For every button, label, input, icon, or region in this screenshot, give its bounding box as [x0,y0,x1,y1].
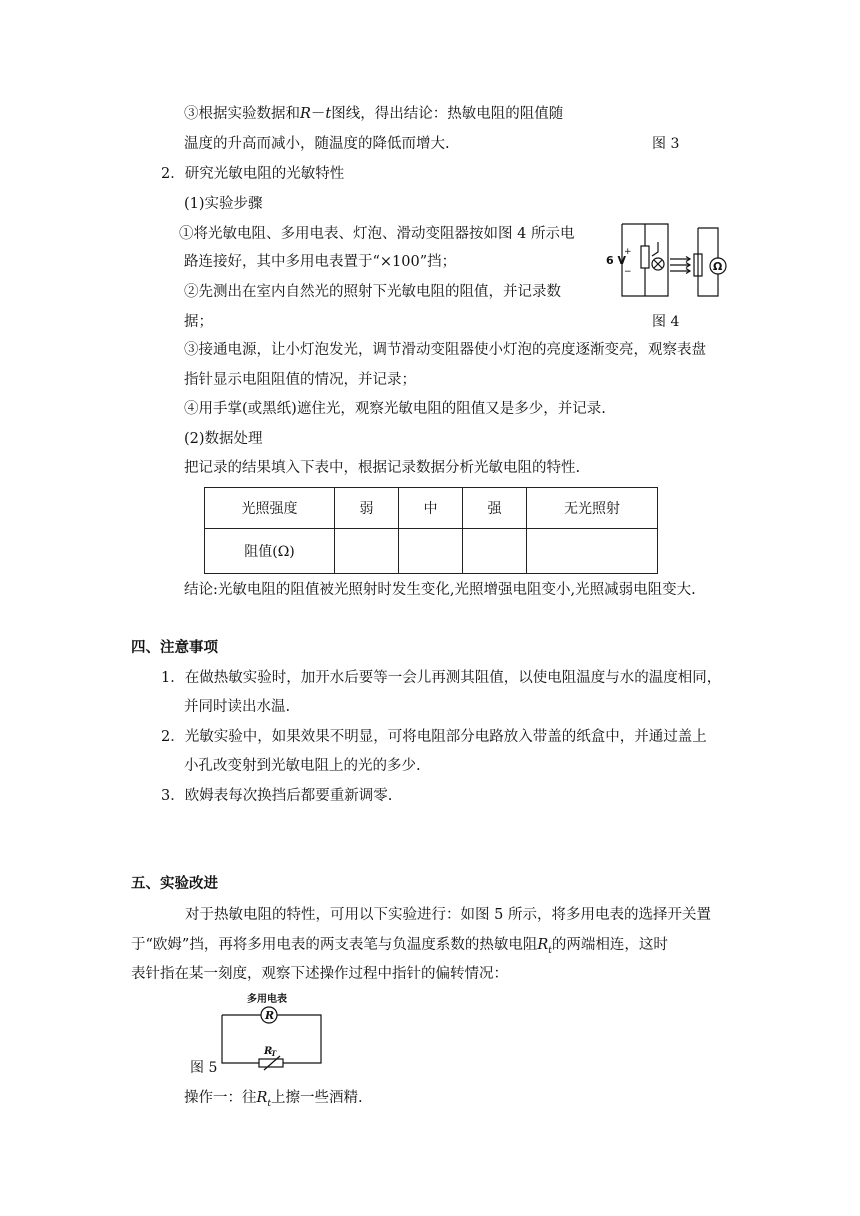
plus-sign: + [624,247,632,257]
conclusion-text: 结论:光敏电阻的阻值被光照射时发生变化,光照增强电阻变小,光照减弱电阻变大. [184,582,696,598]
step-3-line-2: 指针显示电阻阻值的情况，并记录； [184,372,416,388]
improvement-title: 五、实验改进 [131,876,218,892]
ohmmeter-symbol: Ω [713,260,723,273]
table-cell-empty [399,529,463,574]
note-1-line-2: 并同时读出水温. [184,699,291,715]
source-voltage-label: 6 V [606,254,626,267]
improvement-para-line-2: 于“欧姆”挡，再将多用电表的两支表笔与负温度系数的热敏电阻$R_t$的两端相连，这时 [131,937,668,956]
table-header-cell: 弱 [335,488,399,529]
note-1-line-1: 1．在做热敏实验时，加开水后要等一会儿再测其阻值，以使电阻温度与水的温度相同， [161,670,722,686]
note-2-line-2: 小孔改变射到光敏电阻上的光的多少. [184,758,421,774]
table-header-cell: 光照强度 [205,488,335,529]
table-header-cell: 中 [399,488,463,529]
conclusion-line-1: ③根据实验数据和R－t图线，得出结论：热敏电阻的阻值随 [184,106,564,122]
improvement-para-line-1: 对于热敏电阻的特性，可用以下实验进行：如图 5 所示，将多用电表的选择开关置 [185,907,711,923]
conclusion-line-2: 温度的升高而减小，随温度的降低而增大. [184,136,450,152]
steps-heading: (1)实验步骤 [184,196,263,212]
notes-title: 四、注意事项 [131,640,218,656]
data-processing-text: 把记录的结果填入下表中，根据记录数据分析光敏电阻的特性. [184,460,581,476]
figure-5-circuit-diagram [220,990,324,1066]
meter-r-symbol: R [265,1009,275,1022]
operation-1-text: 操作一：往$R_t$上擦一些酒精. [184,1090,363,1109]
table-header-row [205,488,658,529]
table-header-cell: 强 [463,488,527,529]
minus-sign: − [624,267,632,277]
table-row-label: 阻值(Ω) [205,529,335,574]
table-row [205,529,658,574]
table-cell-empty [463,529,527,574]
light-resistance-table [204,487,658,574]
figure-4-caption: 图 4 [652,314,680,330]
note-3: 3．欧姆表每次换挡后都要重新调零. [161,788,393,804]
figure-4-circuit-diagram [606,218,738,300]
figure-5-caption: 图 5 [190,1060,218,1076]
figure-3-caption: 图 3 [652,136,680,152]
table-header-cell: 无光照射 [527,488,658,529]
data-processing-heading: (2)数据处理 [184,431,263,447]
step-1-line-2: 路连接好，其中多用电表置于“×100”挡； [184,254,457,270]
thermistor-label: R [264,1046,273,1057]
thermistor-label-subscript: T [271,1049,277,1058]
table-cell-empty [527,529,658,574]
step-2-line-2: 据； [184,314,213,330]
step-2-line-1: ②先测出在室内自然光的照射下光敏电阻的阻值，并记录数 [184,284,561,300]
table-cell-empty [335,529,399,574]
step-3-line-1: ③接通电源，让小灯泡发光，调节滑动变阻器使小灯泡的亮度逐渐变亮，观察表盘 [184,342,706,358]
step-1-line-1: ①将光敏电阻、多用电表、灯泡、滑动变阻器按如图 4 所示电 [179,226,575,242]
section-2-title: 2．研究光敏电阻的光敏特性 [161,166,345,182]
improvement-para-line-3: 表针指在某一刻度，观察下述操作过程中指针的偏转情况： [131,966,508,982]
multimeter-label: 多用电表 [247,994,287,1005]
step-4-text: ④用手掌(或黑纸)遮住光，观察光敏电阻的阻值又是多少，并记录. [184,401,606,417]
note-2-line-1: 2．光敏实验中，如果效果不明显，可将电阻部分电路放入带盖的纸盒中，并通过盖上 [161,729,707,745]
